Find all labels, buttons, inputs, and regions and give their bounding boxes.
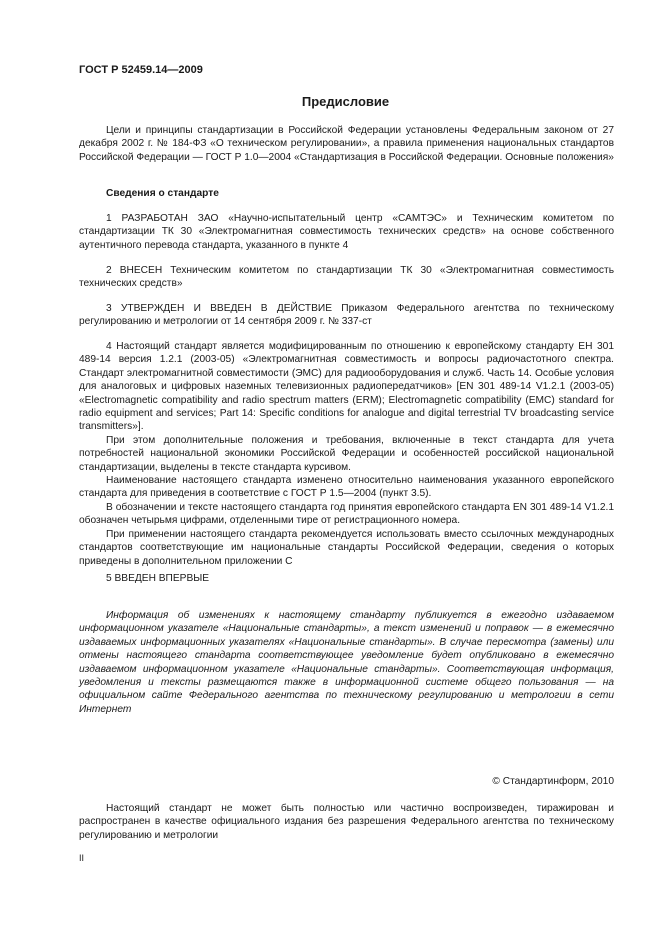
item-2	[79, 264, 614, 291]
notice-paragraph: Информация об изменениях к настоящему стандарту публикуется в ежегодно издаваемом информационном указателе «Национальные стандарты», а текст изменений и поправок — в ежемесячно издаваемых информационных указателях «Национальные стандарты». В случае пересмотра (замены) или отмены настоящего стандарта соответствующее уведомление будет опубликовано в ежемесячно издаваемом информационном указателе «Национальные стандарты». Соответствующая информация, уведомления и тексты размещаются также в информационной системе общего пользования — на официальном сайте Федерального агентства по техническому регулированию и метрологии в сети Интернет	[79, 610, 614, 715]
item-1-text: 1 РАЗРАБОТАН ЗАО «Научно-испытательный центр «САМТЭС» и Техническим комитетом по стандартизации ТК 30 «Электромагнитная совместимость технических средств» на основе собственного аутентичного перевода стандарта, указанного в пункте 4	[79, 213, 614, 251]
intro-paragraph: Цели и принципы стандартизации в Российской Федерации установлены Федеральным законом от 27 декабря 2002 г. № 184-ФЗ «О техническом регулировании», а правила применения национальных стандартов Российской Федерации — ГОСТ Р 1.0—2004 «Стандартизация в Российской Федерации. Основные положения»	[79, 125, 614, 163]
item-4	[79, 340, 614, 568]
copyright: © Стандартинформ, 2010	[492, 776, 614, 787]
footer-section	[79, 802, 614, 842]
page-number: II	[79, 853, 85, 863]
footer-paragraph: Настоящий стандарт не может быть полностью или частично воспроизведен, тиражирован и распространен в качестве официального издания без разрешения Федерального агентства по техническому регулированию и метрологии	[79, 803, 614, 841]
item-5	[79, 572, 614, 585]
item-3-text: 3 УТВЕРЖДЕН И ВВЕДЕН В ДЕЙСТВИЕ Приказом Федерального агентства по техническому регулированию и метрологии от 14 сентября 2009 г. № 337-ст	[79, 303, 614, 328]
item-4-paragraph: При применении настоящего стандарта рекомендуется использовать вместо ссылочных международных стандартов соответствующие им национальные стандарты Российской Федерации, сведения о которых приведены в дополнительном приложении С	[79, 528, 614, 567]
notice-section	[79, 609, 614, 716]
item-4-paragraph: Наименование настоящего стандарта изменено относительно наименования указанного европейского стандарта для приведения в соответствие с ГОСТ Р 1.5—2004 (пункт 3.5).	[79, 475, 614, 500]
intro-section	[79, 124, 614, 164]
item-1	[79, 212, 614, 252]
page-title: Предисловие	[301, 94, 390, 109]
standard-header: ГОСТ Р 52459.14—2009	[79, 64, 203, 76]
item-4-paragraph: В обозначении и тексте настоящего стандарта год принятия европейского стандарта EN 301 489-14 V1.2.1 обозначен четырьмя цифрами, отделенными тире от регистрационного номера.	[79, 501, 614, 527]
item-3	[79, 302, 614, 329]
item-4-paragraph: 4 Настоящий стандарт является модифицированным по отношению к европейскому стандарту ЕН 301 489-14 версия 1.2.1 (2003-05) «Электромагнитная совместимость и вопросы радиочастотного спектра. Стандарт электромагнитной совместимости (ЭМС) для радиооборудования и служб. Часть 14. Особые условия для аналоговых и цифровых наземных телевизионных радиопередатчиков» [EN 301 489-14 V1.2.1 (2003-05) «Electromagnetic compatibility and radio spectrum matters (ERM); Electromagnetic compatibility (EMC) standard for radio equipment and services; Part 14: Specific conditions for analogue and digital terrestrial TV broadcasting service transmitters»].	[79, 341, 614, 433]
info-heading: Сведения о стандарте	[106, 188, 219, 199]
item-4-paragraph: При этом дополнительные положения и требования, включенные в текст стандарта для учета потребностей национальной экономики Российской Федерации и особенностей российской национальной стандартизации, выделены в тексте стандарта курсивом.	[79, 434, 614, 473]
item-2-text: 2 ВНЕСЕН Техническим комитетом по стандартизации ТК 30 «Электромагнитная совместимость технических средств»	[79, 265, 614, 290]
item-5-text: 5 ВВЕДЕН ВПЕРВЫЕ	[106, 573, 210, 584]
info-section	[79, 187, 614, 200]
